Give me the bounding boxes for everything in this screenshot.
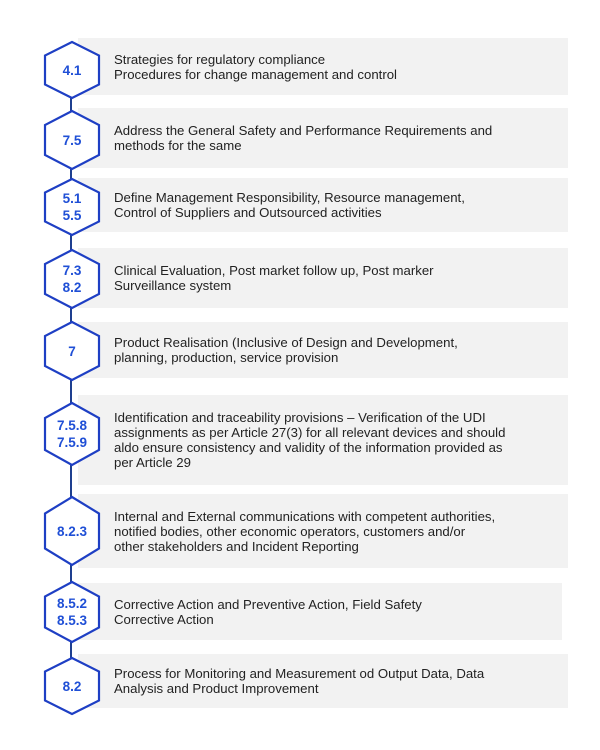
step-description-box <box>78 178 568 232</box>
step-description-box <box>78 322 568 378</box>
step-description-line: aldo ensure consistency and validity of the information provided as <box>114 440 503 455</box>
step-description-box <box>78 395 568 485</box>
clause-code: 8.2.3 <box>56 523 88 539</box>
step-description-line: Address the General Safety and Performance Requirements and <box>114 123 493 138</box>
step-description <box>114 509 495 554</box>
step-description-line: Procedures for change management and control <box>114 66 397 82</box>
step-description-line: Corrective Action <box>114 611 214 627</box>
clause-code: 7.3 <box>62 263 82 278</box>
step-description-line: notified bodies, other economic operators, customers and/or <box>114 523 466 539</box>
step-description-line: Clinical Evaluation, Post market follow up, Post marker <box>114 263 434 278</box>
step-description <box>114 335 458 365</box>
step-description-line: Define Management Responsibility, Resource management, <box>114 190 465 205</box>
step-description <box>114 123 492 153</box>
clause-number <box>44 41 100 99</box>
clause-number <box>44 249 100 309</box>
step-description-line: Control of Suppliers and Outsourced activities <box>114 205 382 220</box>
clause-code: 4.1 <box>62 62 82 78</box>
step-description-line: Process for Monitoring and Measurement od Output Data, Data <box>114 666 485 681</box>
clause-code: 5.5 <box>62 208 82 223</box>
step-description-line: methods for the same <box>114 138 242 153</box>
step-description-line: per Article 29 <box>114 455 191 470</box>
clause-number <box>44 110 100 170</box>
step-description-line: Identification and traceability provisions – Verification of the UDI <box>114 410 486 425</box>
clause-number <box>44 402 100 466</box>
clause-code: 7.5.9 <box>56 435 88 450</box>
step-description-line: Internal and External communications with competent authorities, <box>114 508 496 524</box>
step-description-box <box>78 108 568 168</box>
clause-code: 5.1 <box>62 191 82 206</box>
clause-number <box>44 657 100 715</box>
step-description <box>114 190 465 220</box>
step-description <box>114 666 484 696</box>
step-description-line: planning, production, service provision <box>114 350 339 365</box>
step-description <box>114 263 434 293</box>
clause-number <box>44 178 100 236</box>
step-description-line: other stakeholders and Incident Reporting <box>114 538 359 554</box>
clause-code: 8.5.2 <box>56 596 88 611</box>
clause-number <box>44 581 100 643</box>
step-description-line: Product Realisation (Inclusive of Design and Development, <box>114 335 458 350</box>
connector-line <box>70 379 72 404</box>
clause-code: 7.5 <box>62 132 82 148</box>
step-description <box>114 597 422 627</box>
clause-number <box>44 496 100 566</box>
step-description-box <box>78 654 568 708</box>
step-description <box>114 410 505 470</box>
step-description-line: Corrective Action and Preventive Action, Field Safety <box>114 596 422 612</box>
step-description-box <box>78 494 568 568</box>
clause-code: 8.2 <box>62 678 82 694</box>
clause-code: 7.5.8 <box>56 418 88 433</box>
connector-line <box>70 464 72 498</box>
step-description-line: Surveillance system <box>114 278 232 293</box>
clause-code: 8.5.3 <box>56 613 88 628</box>
step-description-box <box>78 248 568 308</box>
clause-number <box>44 321 100 381</box>
step-description-line: Strategies for regulatory compliance <box>114 51 326 67</box>
step-description <box>114 52 397 82</box>
step-description-box <box>78 583 562 640</box>
step-description-box <box>78 38 568 95</box>
clause-code: 7 <box>68 343 76 359</box>
clause-code: 8.2 <box>62 280 82 295</box>
step-description-line: Analysis and Product Improvement <box>114 681 319 696</box>
step-description-line: assignments as per Article 27(3) for all relevant devices and should <box>114 425 506 440</box>
